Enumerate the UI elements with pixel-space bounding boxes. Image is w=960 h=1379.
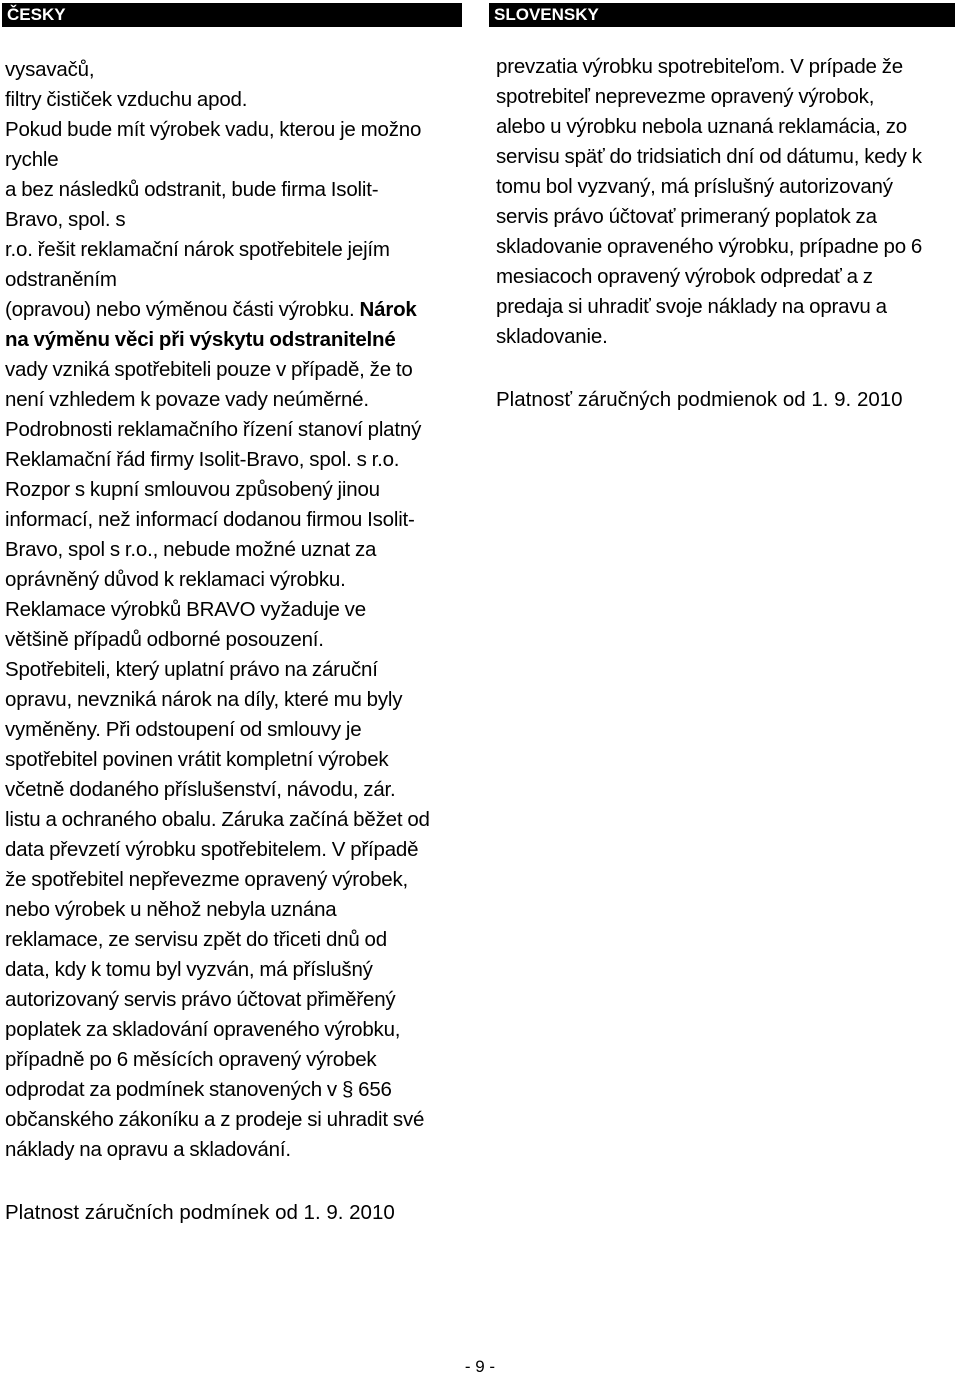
slovensky-validity-note: Platnosť záručných podmienok od 1. 9. 2010 [496,388,903,411]
text-line: oprávněný důvod k reklamaci výrobku. [5,568,346,591]
text-line: autorizovaný servis právo účtovat přiměřený [5,988,396,1011]
text-line: opravu, nevzniká nárok na díly, které mu byly [5,688,403,711]
page-number: - 9 - [464,1357,496,1376]
text-line: filtry čističek vzduchu apod. [5,88,248,111]
text-line-with-bold [5,295,470,325]
text-line: Reklamace výrobků BRAVO vyžaduje ve [5,598,366,621]
text-line: vady vzniká spotřebiteli pouze v případě, že to [5,358,413,381]
text-line: rychle [5,148,59,171]
text-line: nebo výrobek u něhož nebyla uznána [5,898,337,921]
text-line: občanského zákoníku a z prodeje si uhradit své [5,1108,425,1131]
text-line: skladovanie opraveného výrobku, prípadne po 6 [496,235,923,258]
text-line: alebo u výrobku nebola uznaná reklamácia, zo [496,115,907,138]
text-line: prevzatia výrobku spotrebiteľom. V prípade že [496,55,903,78]
text-line: skladovanie. [496,325,608,348]
bold-lead-word: Nárok [359,298,417,321]
text-line: Bravo, spol. s [5,208,126,231]
text-line: informací, než informací dodanou firmou Isolit- [5,508,415,531]
text-line: Rozpor s kupní smlouvou způsobený jinou [5,478,380,501]
text-line: spotrebiteľ neprevezme opravený výrobok, [496,85,875,108]
text-line: Podrobnosti reklamačního řízení stanoví platný [5,418,422,441]
text-line: reklamace, ze servisu zpět do třiceti dnů od [5,928,387,951]
section-header-slovensky-label: SLOVENSKY [494,5,599,24]
section-header-slovensky [489,3,955,27]
text-line: Pokud bude mít výrobek vadu, kterou je možno [5,118,422,141]
text-line: servis právo účtovať primeraný poplatok za [496,205,877,228]
cesky-validity-note: Platnost záručních podmínek od 1. 9. 2010 [5,1201,395,1224]
text-line: data převzetí výrobku spotřebitelem. V případě [5,838,419,861]
text-segment: (opravou) nebo výměnou části výrobku. [5,298,355,321]
text-line: případně po 6 měsících opravený výrobek [5,1048,377,1071]
text-line: mesiacoch opravený výrobok odpredať a z [496,265,873,288]
text-line: poplatek za skladování opraveného výrobku, [5,1018,401,1041]
text-line: odprodat za podmínek stanovených v § 656 [5,1078,392,1101]
text-line: listu a ochraného obalu. Záruka začíná běžet od [5,808,430,831]
slovensky-warranty-text [496,52,958,352]
text-line: odstraněním [5,268,117,291]
cesky-warranty-text [5,55,470,1165]
text-line: že spotřebitel nepřevezme opravený výrobek, [5,868,409,891]
text-line-bold: na výměnu věci při výskytu odstranitelné [5,328,396,351]
text-line: není vzhledem k povaze vady neúměrné. [5,388,369,411]
text-line: náklady na opravu a skladování. [5,1138,291,1161]
text-line: predaja si uhradiť svoje náklady na opravu a [496,295,887,318]
text-line: vyměněny. Při odstoupení od smlouvy je [5,718,362,741]
text-line: servisu späť do tridsiatich dní od dátumu, kedy k [496,145,922,168]
text-line: Bravo, spol s r.o., nebude možné uznat za [5,538,377,561]
text-line: r.o. řešit reklamační nárok spotřebitele jejím [5,238,390,261]
text-line: Spotřebiteli, který uplatní právo na záruční [5,658,378,681]
text-line: včetně dodaného příslušenství, návodu, zár. [5,778,396,801]
text-line: tomu bol vyzvaný, má príslušný autorizovaný [496,175,893,198]
section-header-cesky-label: ČESKY [7,5,66,24]
text-line: a bez následků odstranit, bude firma Isolit- [5,178,379,201]
text-line: spotřebitel povinen vrátit kompletní výrobek [5,748,389,771]
section-header-cesky [2,3,462,27]
text-line: vysavačů, [5,58,95,81]
text-line: většině případů odborné posouzení. [5,628,324,651]
text-line: Reklamační řád firmy Isolit-Bravo, spol. s r.o. [5,448,400,471]
text-line: data, kdy k tomu byl vyzván, má příslušný [5,958,373,981]
